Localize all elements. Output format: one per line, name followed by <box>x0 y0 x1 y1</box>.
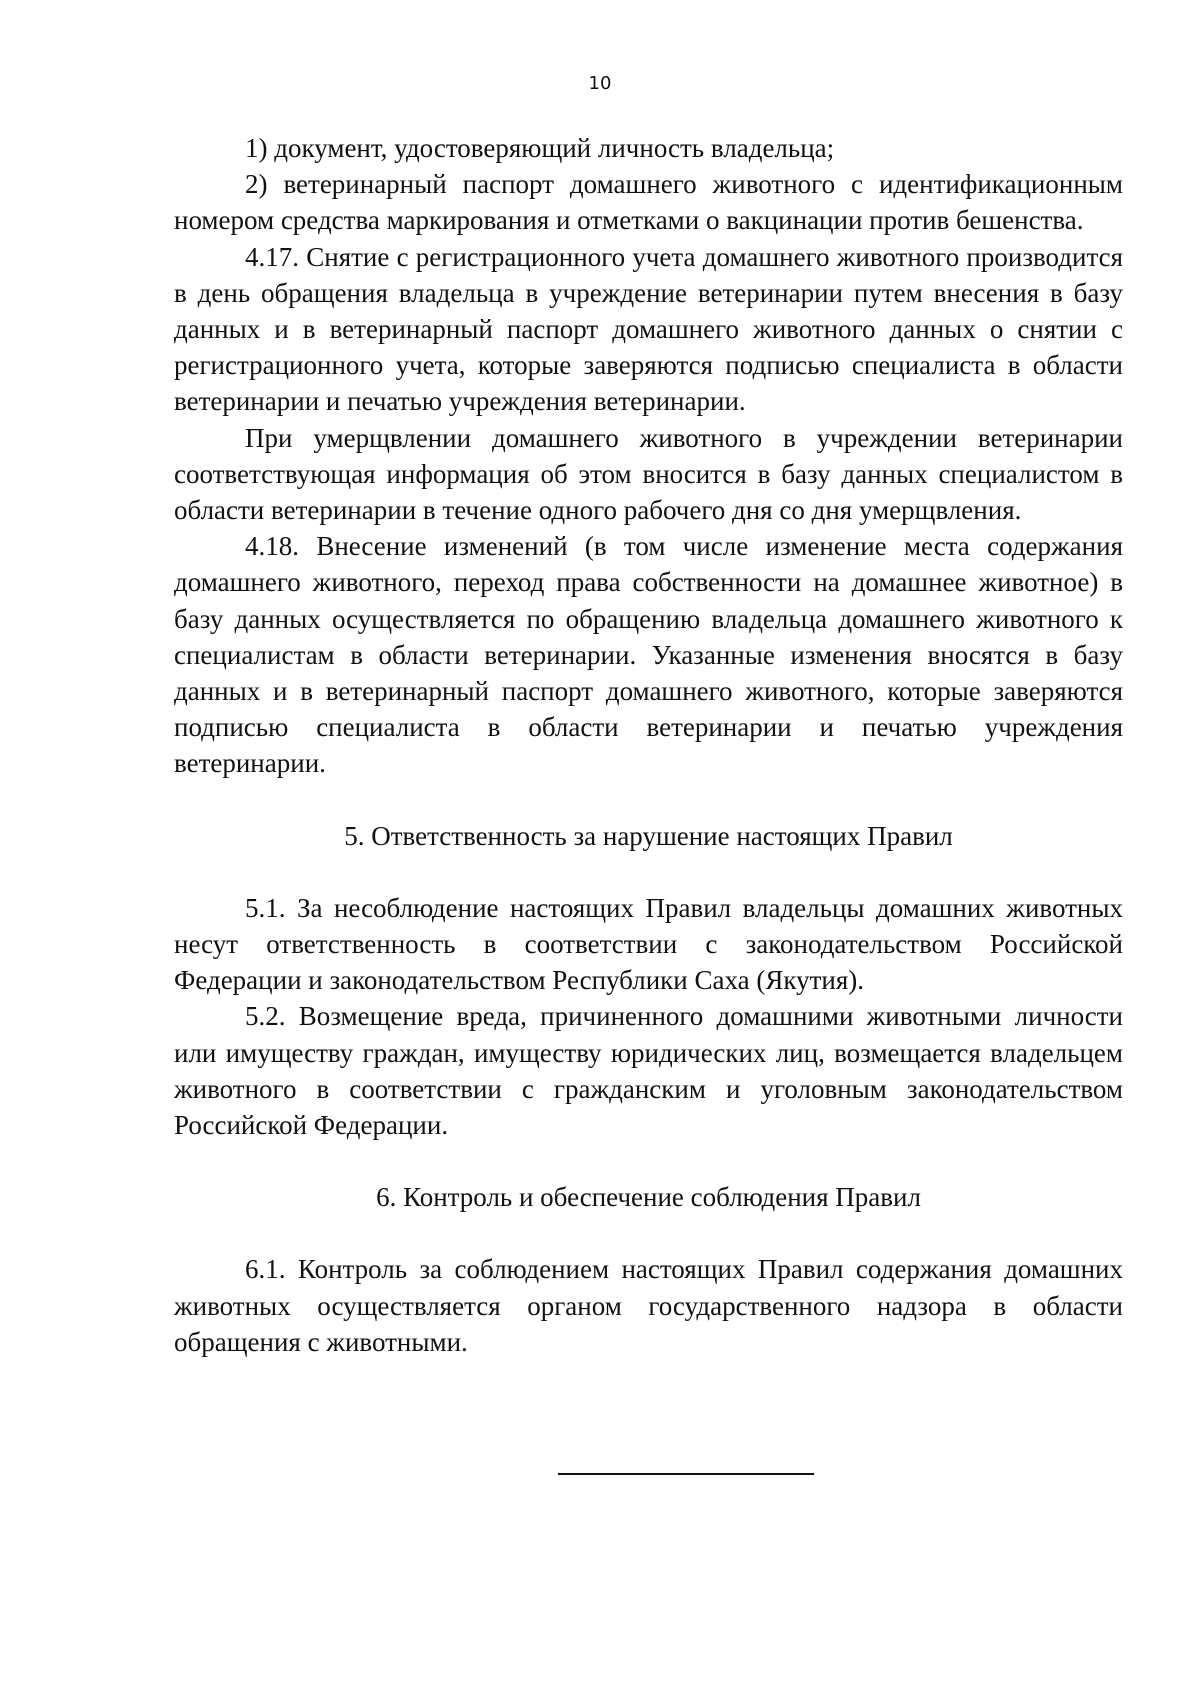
paragraph-euthanasia: При умерщвлении домашнего животного в учреждении ветеринарии соответствующая информация об этом вносится в базу данных специалистом в области ветеринарии в течение одного рабочего дня со дня умерщвления. <box>174 422 1123 526</box>
spacer <box>174 1215 1123 1251</box>
paragraph-4-18: 4.18. Внесение изменений (в том числе изменение места содержания домашнего животного, переход права собственности на домашнее животное) в базу данных осуществляется по обращению владельца домашнего животного к специалистам в области ветеринарии. Указанные изменения вносятся в базу данных и в ветеринарный паспорт домашнего животного, которые заверяются подписью специалиста в области ветеринарии и печатью учреждения ветеринарии. <box>174 531 1123 779</box>
paragraph-vet-passport: 2) ветеринарный паспорт домашнего животного с идентификационным номером средства маркирования и отметками о вакцинации против бешенства. <box>174 169 1123 236</box>
spacer <box>174 854 1123 890</box>
paragraph-6-1: 6.1. Контроль за соблюдением настоящих Правил содержания домашних животных осуществляется органом государственного надзора в области обращения с животными. <box>174 1254 1123 1357</box>
spacer <box>174 1143 1123 1179</box>
section-5-heading: 5. Ответственность за нарушение настоящих Правил <box>344 820 953 851</box>
paragraph-4-17: 4.17. Снятие с регистрационного учета домашнего животного производится в день обращения владельца в учреждение ветеринарии путем внесения в базу данных и в ветеринарный паспорт домашнего животного данных о снятии с регистрационного учета, которые заверяются подписью специалиста в области ветеринарии и печатью учреждения ветеринарии. <box>174 241 1123 417</box>
page-number: 10 <box>588 73 612 94</box>
paragraph-5-2: 5.2. Возмещение вреда, причиненного домашними животными личности или имуществу граждан, имуществу юридических лиц, возмещается владельцем животного в соответствии с гражданским и уголовным законодательством Российской Федерации. <box>174 1001 1123 1141</box>
section-6-heading: 6. Контроль и обеспечение соблюдения Правил <box>376 1182 921 1213</box>
end-of-document-rule <box>558 1473 814 1475</box>
spacer <box>174 782 1123 818</box>
paragraph-5-1: 5.1. За несоблюдение настоящих Правил владельцы домашних животных несут ответственность в соответствии с законодательством Российской Федерации и законодательством Республики Саха (Якутия). <box>174 892 1123 996</box>
document-body <box>174 130 1123 1360</box>
paragraph-identity-document: 1) документ, удостоверяющий личность владельца; <box>245 133 835 163</box>
